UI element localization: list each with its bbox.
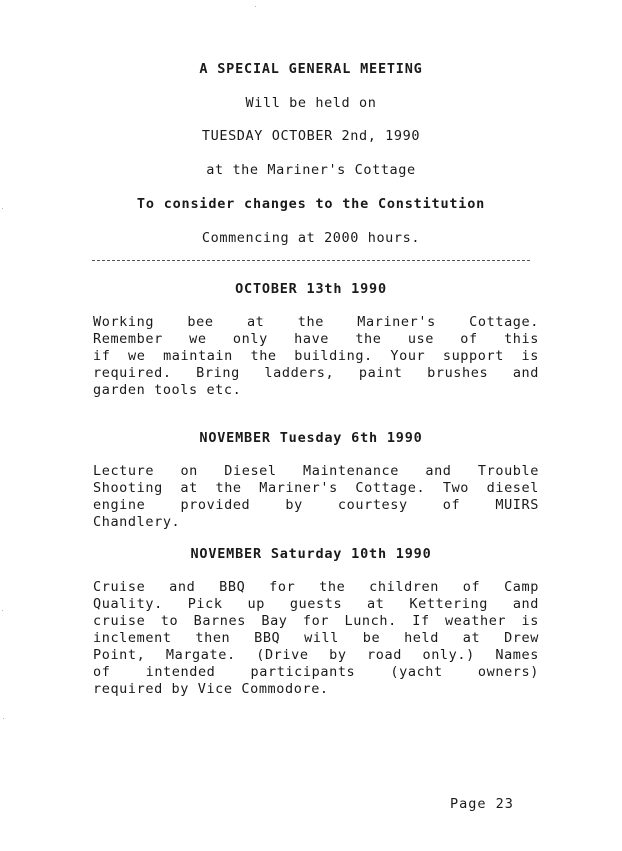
meeting-intro: Will be held on bbox=[245, 95, 377, 111]
event-text-line: cruise to Barnes Bay for Lunch. If weather is bbox=[93, 613, 539, 629]
event-text-line: Quality. Pick up guests at Kettering and bbox=[93, 596, 539, 612]
event-text-line: of intended participants (yacht owners) bbox=[93, 664, 539, 680]
event-text-line: Cruise and BBQ for the children of Camp bbox=[93, 579, 539, 595]
event-text-line: required. Bring ladders, paint brushes and bbox=[93, 365, 539, 381]
meeting-time: Commencing at 2000 hours. bbox=[201, 230, 421, 246]
meeting-venue: at the Mariner's Cottage bbox=[206, 162, 416, 178]
event-text-line: if we maintain the building. Your support is bbox=[93, 348, 539, 364]
event-heading-october: OCTOBER 13th 1990 bbox=[235, 281, 387, 297]
meeting-heading: A SPECIAL GENERAL MEETING bbox=[199, 61, 423, 77]
event-text-line: Remember we only have the use of this bbox=[93, 331, 539, 347]
page-number: Page 23 bbox=[450, 796, 514, 812]
event-text-line: Chandlery. bbox=[93, 514, 181, 530]
event-text-line: engine provided by courtesy of MUIRS bbox=[93, 497, 539, 513]
meeting-date: TUESDAY OCTOBER 2nd, 1990 bbox=[201, 128, 421, 144]
event-heading-november-6: NOVEMBER Tuesday 6th 1990 bbox=[199, 430, 423, 446]
scan-speck bbox=[2, 208, 3, 209]
scan-speck bbox=[3, 718, 4, 719]
meeting-purpose: To consider changes to the Constitution bbox=[136, 196, 486, 212]
event-text-line: required by Vice Commodore. bbox=[93, 681, 329, 697]
section-divider bbox=[92, 260, 530, 261]
event-text-line: Point, Margate. (Drive by road only.) Names bbox=[93, 647, 539, 663]
event-text-line: Lecture on Diesel Maintenance and Trouble bbox=[93, 463, 539, 479]
event-text-line: garden tools etc. bbox=[93, 382, 242, 398]
event-text-line: Shooting at the Mariner's Cottage. Two diesel bbox=[93, 480, 539, 496]
scan-speck bbox=[255, 6, 256, 7]
event-heading-november-10: NOVEMBER Saturday 10th 1990 bbox=[190, 546, 432, 562]
event-text-line: inclement then BBQ will be held at Drew bbox=[93, 630, 539, 646]
event-text-line: Working bee at the Mariner's Cottage. bbox=[93, 314, 539, 330]
scan-speck bbox=[2, 610, 3, 611]
